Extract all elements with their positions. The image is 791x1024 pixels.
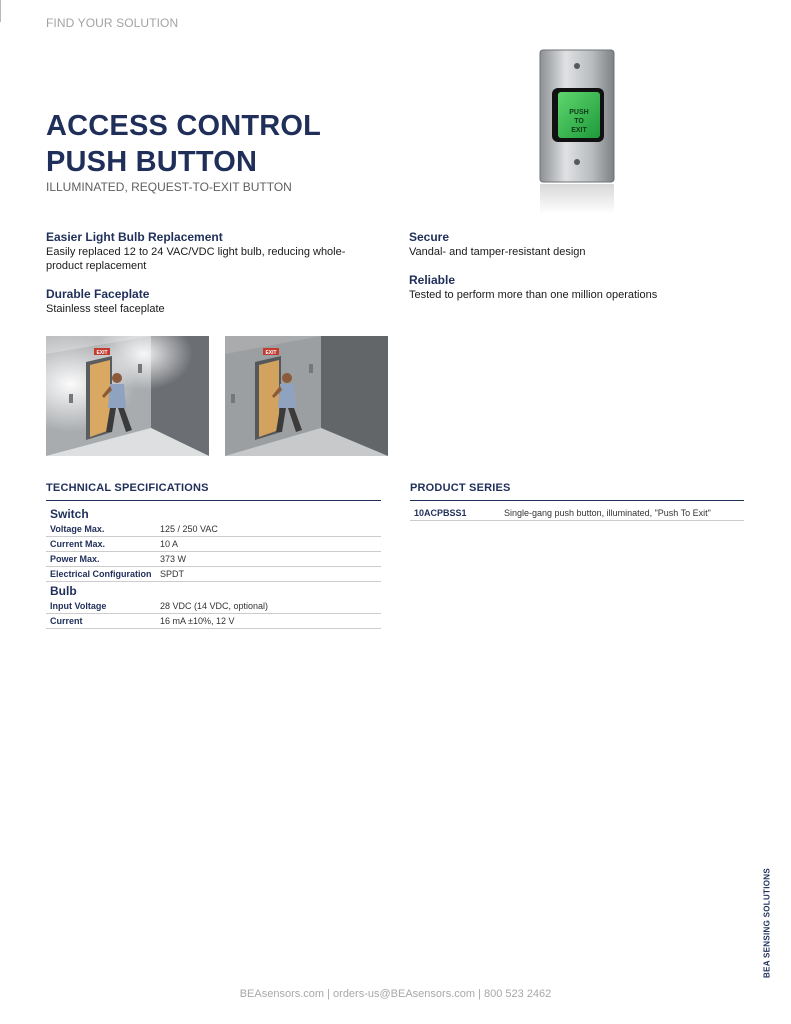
spec-label: Power Max. [50,554,100,564]
product-series-title: PRODUCT SERIES [410,482,511,494]
feature-text: Easily replaced 12 to 24 VAC/VDC light bulb, reducing whole-product replacement [46,246,346,272]
product-series-rule [410,500,744,501]
spec-label: Voltage Max. [50,524,105,534]
door [90,360,110,437]
feature-text: Stainless steel faceplate [46,303,165,315]
feature-title: Secure [409,230,450,244]
spec-label: Electrical Configuration [50,569,152,579]
product-series-table [410,506,744,521]
spec-value: 373 W [160,554,187,564]
table-row [46,522,381,537]
illustration-corridor-dim [225,336,388,456]
table-row [46,552,381,567]
feature-title: Durable Faceplate [46,287,150,301]
feature-text: Tested to perform more than one million operations [409,289,658,301]
feature-text: Vandal- and tamper-resistant design [409,246,586,258]
side-brand-label: BEA SENSING SOLUTIONS [762,867,772,979]
illustration-corridor-lit [46,336,209,456]
feature-faceplate [46,287,366,316]
wall-switch [309,364,313,373]
series-description: Single-gang push button, illuminated, "Push To Exit" [504,508,711,518]
top-screw [574,63,580,69]
feature-title: Reliable [409,273,456,287]
spec-group-switch: Switch [50,507,89,521]
spec-value: SPDT [160,569,185,579]
wall-switch [69,394,73,403]
button-text-to: TO [574,118,584,125]
tech-specs-table [46,505,381,629]
exit-sign-text: EXIT [265,350,277,356]
spec-value: 125 / 250 VAC [160,524,218,534]
button-text-push: PUSH [569,109,589,116]
wall-switch [138,364,142,373]
door [259,360,279,437]
feature-title: Easier Light Bulb Replacement [46,230,223,244]
feature-light-bulb [46,230,356,273]
page-title: ACCESS CONTROL PUSH BUTTON [46,110,322,178]
push-button-product-photo [536,48,618,218]
table-row [46,567,381,582]
page-subtitle: ILLUMINATED, REQUEST-TO-EXIT BUTTON [46,180,292,194]
series-code: 10ACPBSS1 [414,508,467,518]
feature-reliable [409,273,729,302]
spec-value: 10 A [160,539,179,549]
spec-label: Current [50,616,83,626]
footer-contact: BEAsensors.com | orders-us@BEAsensors.com | 800 523 2462 [239,988,552,1000]
person-head [112,373,122,383]
button-text-exit: EXIT [571,127,587,134]
spec-label: Current Max. [50,539,106,549]
table-row [46,614,381,629]
photo-reflection [540,184,614,214]
spec-value: 28 VDC (14 VDC, optional) [160,601,269,611]
table-row [46,537,381,552]
tech-specs-title: TECHNICAL SPECIFICATIONS [46,482,209,494]
wall-switch [231,394,235,403]
exit-sign-text: EXIT [96,350,108,356]
table-row [46,599,381,614]
spec-label: Input Voltage [50,601,107,611]
header-label: FIND YOUR SOLUTION [46,16,179,30]
top-edge-line [0,0,1,22]
spec-group-bulb: Bulb [50,584,77,598]
bottom-screw [574,159,580,165]
table-row [410,506,744,521]
person-head [282,373,292,383]
tech-specs-rule [46,500,381,501]
feature-secure [409,230,729,259]
spec-value: 16 mA ±10%, 12 V [160,616,235,626]
